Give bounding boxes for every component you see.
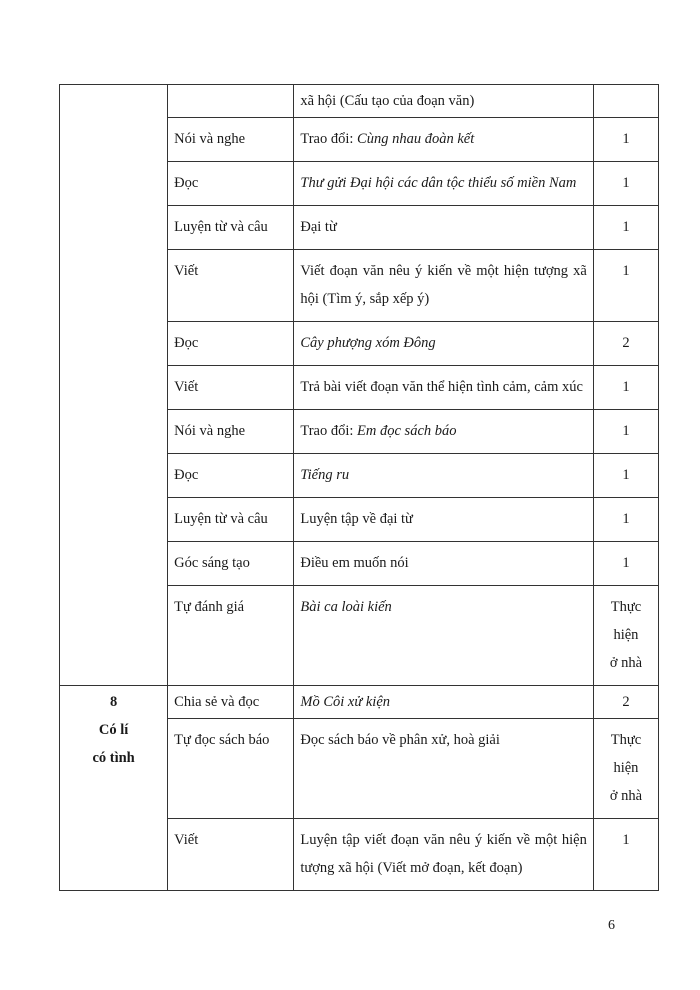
content-cell xyxy=(294,118,594,162)
periods-cell: 2 xyxy=(593,322,658,366)
page-number: 6 xyxy=(608,918,615,933)
type-cell: Đọc xyxy=(168,162,294,206)
content-cell: xã hội (Cấu tạo của đoạn văn) xyxy=(294,85,594,118)
periods-cell xyxy=(593,719,658,819)
week-cell-empty xyxy=(60,85,168,686)
table-row xyxy=(60,85,659,118)
periods-cell: 1 xyxy=(593,118,658,162)
periods-line: Thực xyxy=(610,732,642,748)
periods-line: ở nhà xyxy=(609,788,643,804)
periods-line: hiện xyxy=(613,627,639,643)
content-cell: Tiếng ru xyxy=(294,454,594,498)
content-cell: Thư gửi Đại hội các dân tộc thiểu số miền Nam xyxy=(294,162,594,206)
content-cell: Đại từ xyxy=(294,206,594,250)
periods-cell xyxy=(593,85,658,118)
periods-cell: 1 xyxy=(593,206,658,250)
periods-cell: 1 xyxy=(593,410,658,454)
week-number: 8 xyxy=(109,694,118,710)
periods-cell: 1 xyxy=(593,454,658,498)
lesson-table xyxy=(59,84,659,891)
type-cell: Đọc xyxy=(168,322,294,366)
periods-cell: 1 xyxy=(593,542,658,586)
content-cell: Luyện tập viết đoạn văn nêu ý kiến về một hiện tượng xã hội (Viết mở đoạn, kết đoạn) xyxy=(294,819,594,891)
content-prefix: Trao đổi: xyxy=(300,131,358,147)
content-title: Em đọc sách báo xyxy=(357,423,457,439)
type-cell: Nói và nghe xyxy=(168,410,294,454)
type-cell: Tự đọc sách báo xyxy=(168,719,294,819)
periods-cell xyxy=(593,586,658,686)
type-cell: Tự đánh giá xyxy=(168,586,294,686)
table-row xyxy=(60,686,659,719)
content-prefix: Trao đổi: xyxy=(300,423,358,439)
content-cell: Trả bài viết đoạn văn thể hiện tình cảm, cảm xúc xyxy=(294,366,594,410)
type-cell: Đọc xyxy=(168,454,294,498)
periods-cell: 1 xyxy=(593,162,658,206)
periods-cell: 1 xyxy=(593,250,658,322)
periods-cell: 1 xyxy=(593,819,658,891)
content-cell: Luyện tập về đại từ xyxy=(294,498,594,542)
type-cell: Chia sẻ và đọc xyxy=(168,686,294,719)
type-cell xyxy=(168,85,294,118)
content-cell: Bài ca loài kiến xyxy=(294,586,594,686)
content-cell: Viết đoạn văn nêu ý kiến về một hiện tượng xã hội (Tìm ý, sắp xếp ý) xyxy=(294,250,594,322)
week-cell xyxy=(60,686,168,891)
periods-line: hiện xyxy=(613,760,639,776)
week-title-line: Có lí xyxy=(98,722,129,738)
periods-cell: 2 xyxy=(593,686,658,719)
periods-line: Thực xyxy=(610,599,642,615)
content-cell: Đọc sách báo về phân xử, hoà giải xyxy=(294,719,594,819)
content-title: Cùng nhau đoàn kết xyxy=(357,131,475,147)
periods-cell: 1 xyxy=(593,498,658,542)
type-cell: Luyện từ và câu xyxy=(168,498,294,542)
type-cell: Góc sáng tạo xyxy=(168,542,294,586)
content-cell: Điều em muốn nói xyxy=(294,542,594,586)
content-cell xyxy=(294,410,594,454)
type-cell: Nói và nghe xyxy=(168,118,294,162)
type-cell: Viết xyxy=(168,819,294,891)
content-cell: Cây phượng xóm Đông xyxy=(294,322,594,366)
type-cell: Viết xyxy=(168,250,294,322)
periods-line: ở nhà xyxy=(609,655,643,671)
type-cell: Viết xyxy=(168,366,294,410)
type-cell: Luyện từ và câu xyxy=(168,206,294,250)
content-cell: Mồ Côi xử kiện xyxy=(294,686,594,719)
periods-cell: 1 xyxy=(593,366,658,410)
week-title-line: có tình xyxy=(92,750,135,766)
